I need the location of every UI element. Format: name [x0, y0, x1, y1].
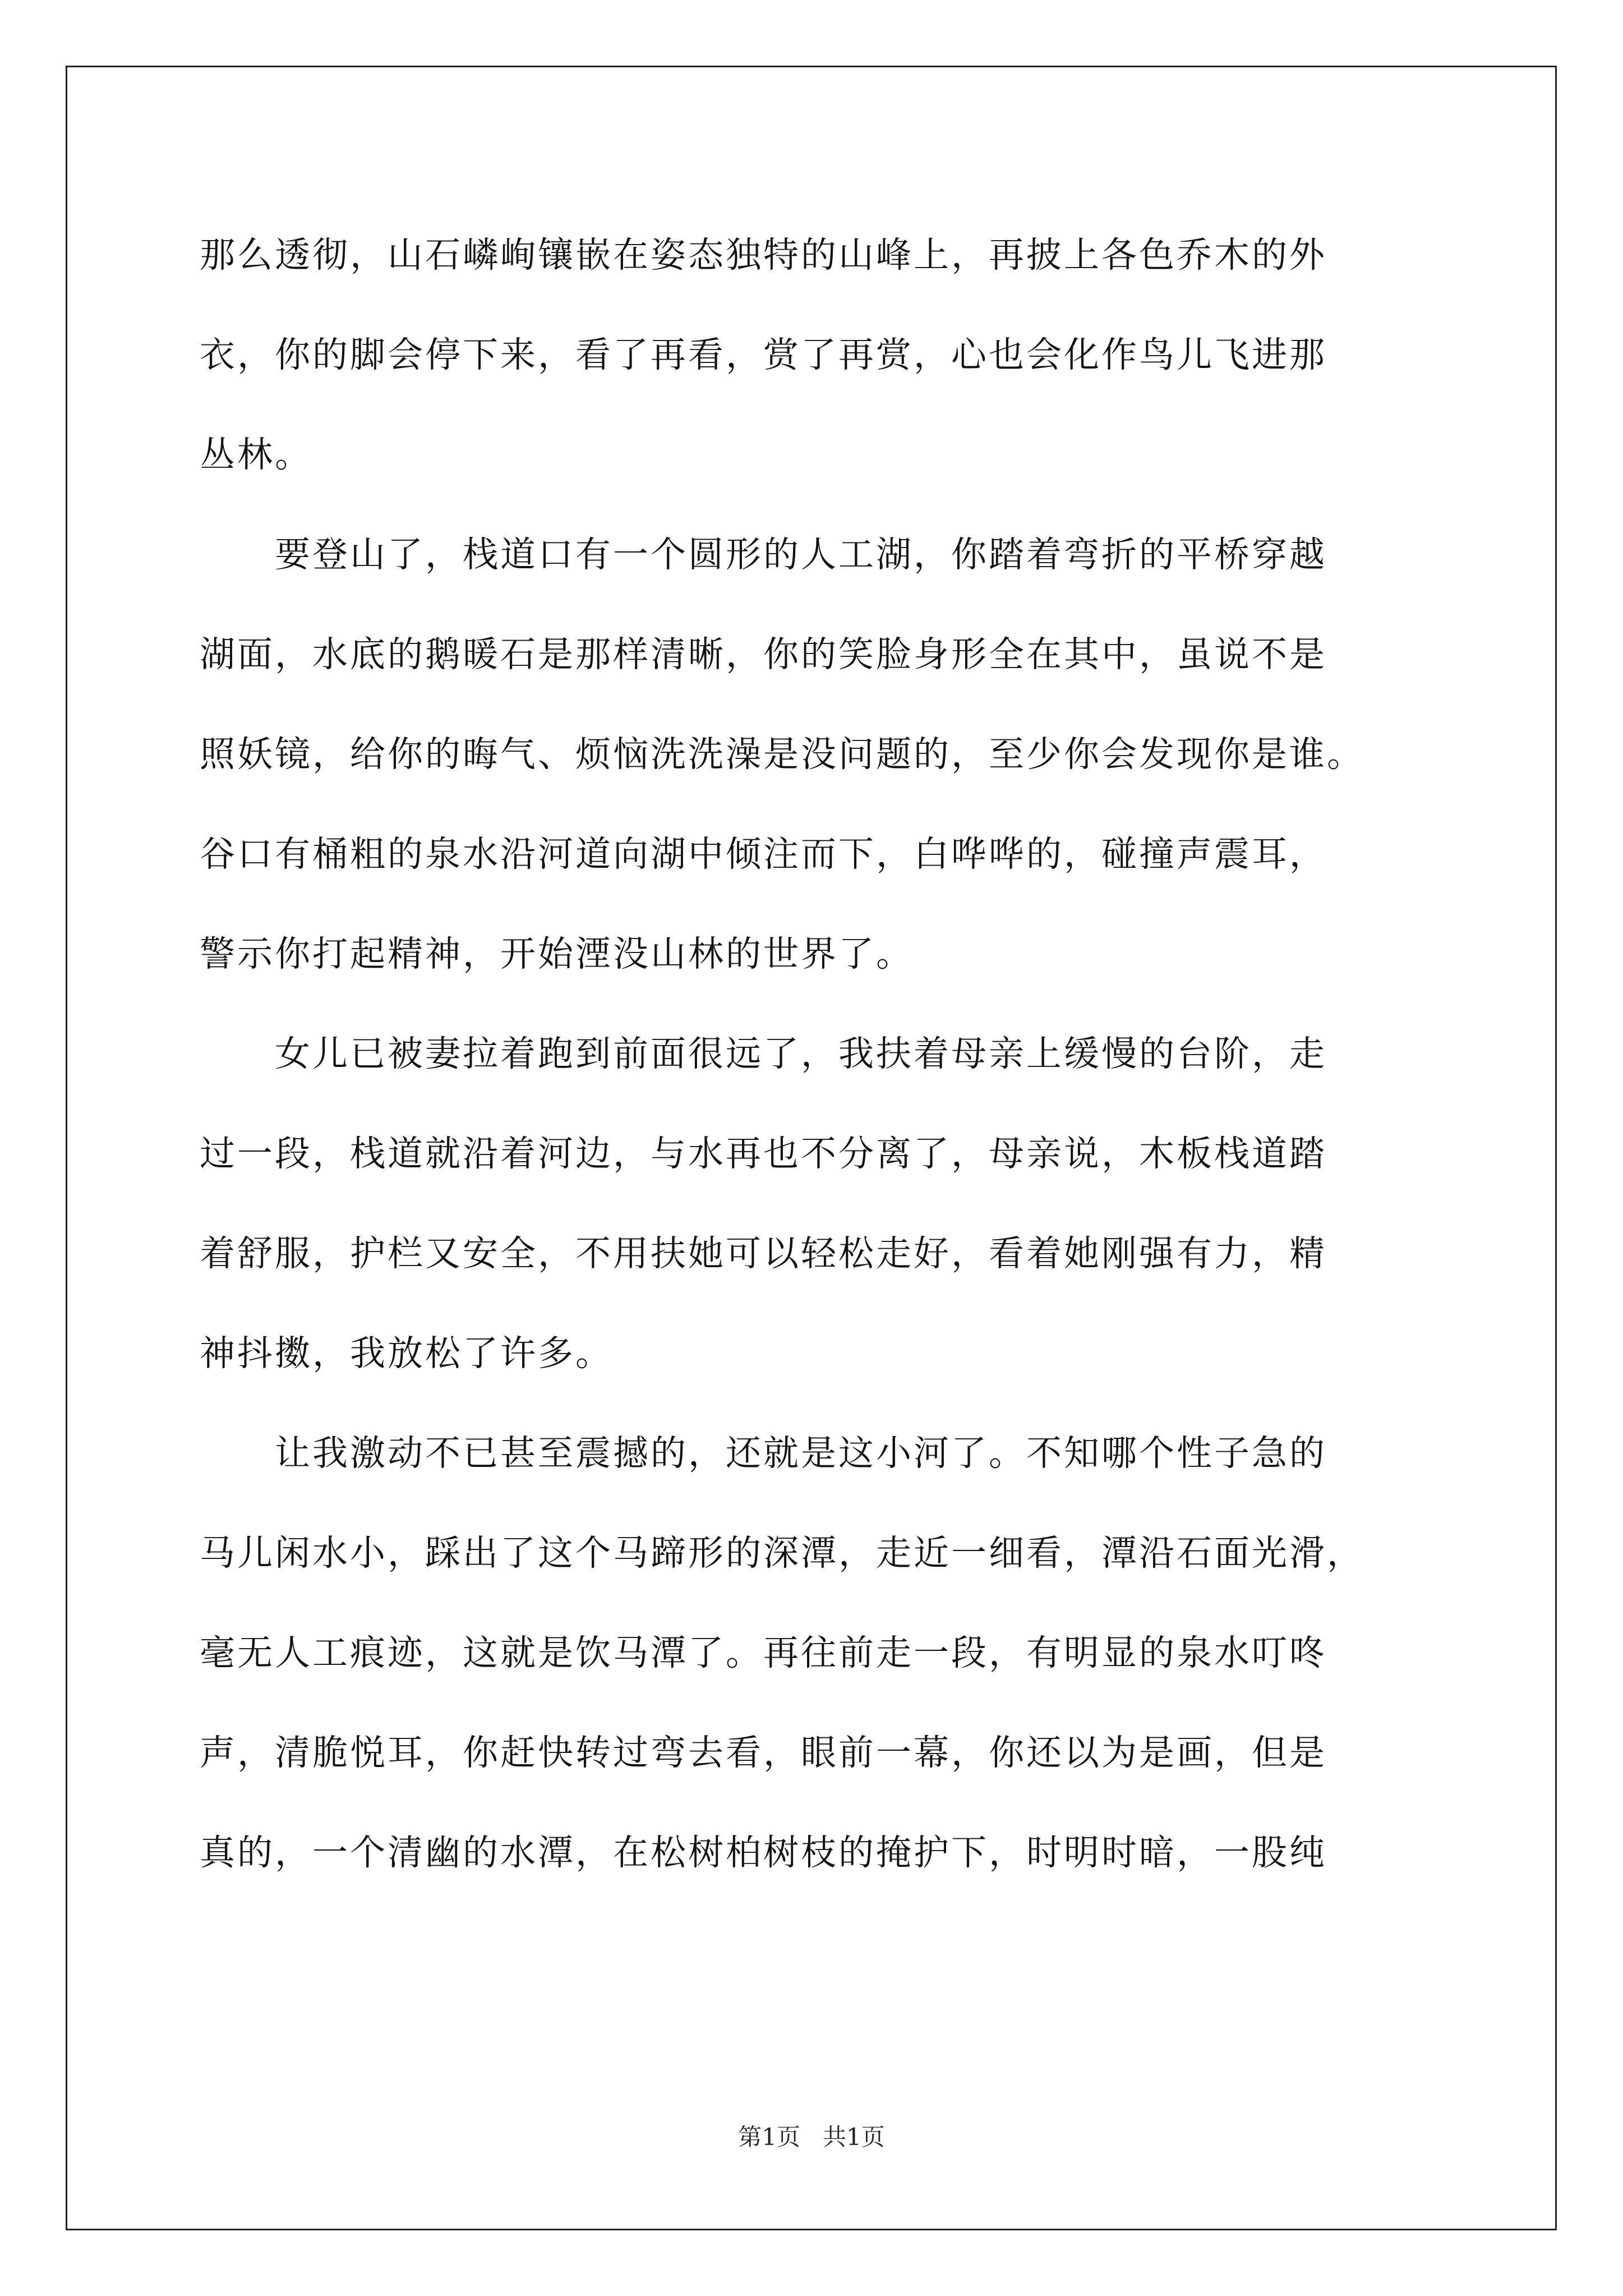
text-line: 照妖镜，给你的晦气、烦恼洗洗澡是没问题的，至少你会发现你是谁。 — [200, 734, 1364, 775]
text-line: 声，清脆悦耳，你赶快转过弯去看，眼前一幕，你还以为是画，但是 — [200, 1732, 1327, 1773]
text-line: 丛林。 — [200, 434, 312, 475]
text-line: 真的，一个清幽的水潭，在松树柏树枝的掩护下，时明时暗，一股纯 — [200, 1832, 1327, 1873]
text-line: 让我激动不已甚至震撼的，还就是这小河了。不知哪个性子急的 — [200, 1433, 1327, 1474]
text-line: 过一段，栈道就沿着河边，与水再也不分离了，母亲说，木板栈道踏 — [200, 1133, 1327, 1174]
page-footer — [0, 2120, 1623, 2154]
text-line: 谷口有桶粗的泉水沿河道向湖中倾注而下，白哗哗的，碰撞声震耳， — [200, 834, 1327, 875]
text-line: 女儿已被妻拉着跑到前面很远了，我扶着母亲上缓慢的台阶，走 — [200, 1033, 1327, 1074]
text-line: 神抖擞，我放松了许多。 — [200, 1333, 613, 1374]
text-line: 那么透彻，山石嶙峋镶嵌在姿态独特的山峰上，再披上各色乔木的外 — [200, 234, 1327, 275]
text-line: 要登山了，栈道口有一个圆形的人工湖，你踏着弯折的平桥穿越 — [200, 534, 1327, 575]
page-number: 第1页 — [738, 2123, 800, 2151]
text-line: 着舒服，护栏又安全，不用扶她可以轻松走好，看着她刚强有力，精 — [200, 1233, 1327, 1274]
text-line: 警示你打起精神，开始湮没山林的世界了。 — [200, 933, 914, 974]
text-line: 湖面，水底的鹅暖石是那样清晰，你的笑脸身形全在其中，虽说不是 — [200, 634, 1327, 675]
text-line: 毫无人工痕迹，这就是饮马潭了。再往前走一段，有明显的泉水叮咚 — [200, 1632, 1327, 1673]
document-body — [200, 205, 1450, 1903]
page-total: 共1页 — [823, 2123, 885, 2151]
text-line: 马儿闲水小，踩出了这个马蹄形的深潭，走近一细看，潭沿石面光滑， — [200, 1533, 1364, 1573]
text-line: 衣，你的脚会停下来，看了再看，赏了再赏，心也会化作鸟儿飞进那 — [200, 334, 1327, 375]
